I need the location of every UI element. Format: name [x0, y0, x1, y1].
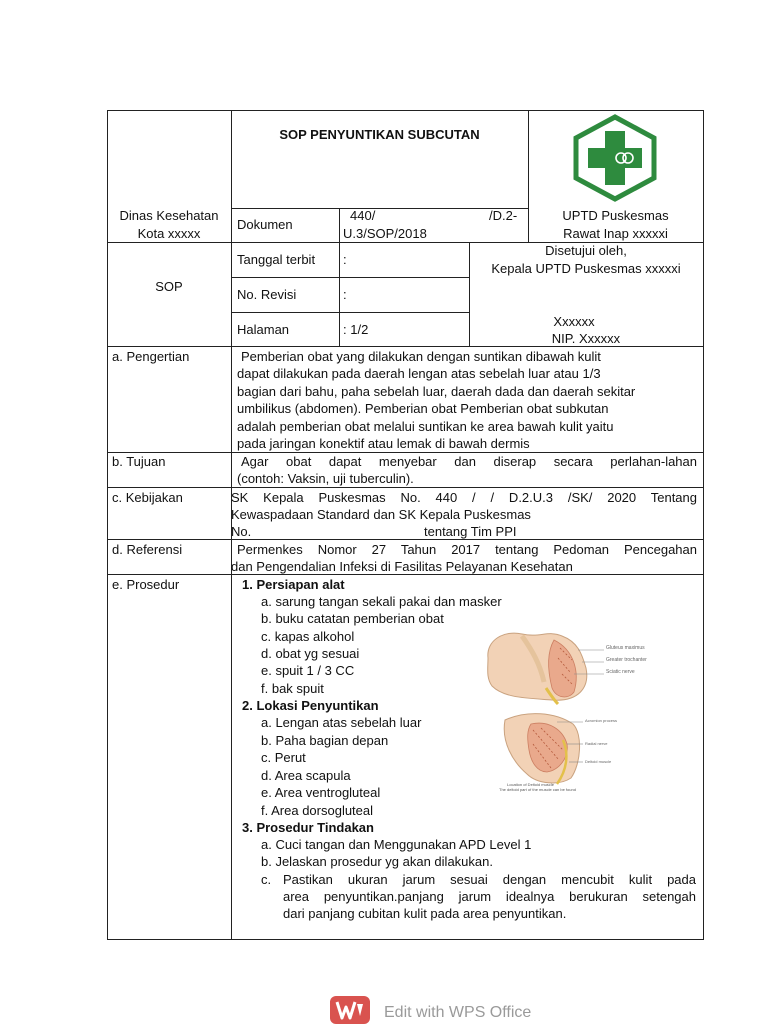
- list-item: a. sarung tangan sekali pakai dan masker: [261, 594, 502, 609]
- list-item: c. kapas alkohol: [261, 629, 355, 644]
- no-revisi-label: No. Revisi: [237, 287, 297, 302]
- approval-name: Xxxxxx: [553, 314, 595, 329]
- list-item: d. Area scapula: [261, 768, 351, 783]
- wps-watermark: [330, 996, 570, 1024]
- list-item: d. obat yg sesuai: [261, 646, 360, 661]
- prosedur-tindakan-heading: 3. Prosedur Tindakan: [242, 820, 374, 835]
- sop-label: SOP: [155, 279, 183, 294]
- pengertian-label: a. Pengertian: [112, 349, 190, 364]
- dokumen-number-b: /D.2-: [489, 208, 518, 223]
- list-item: a. Cuci tangan dan Menggunakan APD Level 1: [261, 837, 532, 852]
- org-name-line1: Dinas Kesehatan: [119, 208, 219, 223]
- halaman-value: : 1/2: [343, 322, 369, 337]
- list-item: a. Lengan atas sebelah luar: [261, 715, 422, 730]
- lokasi-penyuntikan-heading: 2. Lokasi Penyuntikan: [242, 698, 379, 713]
- wps-office-logo-icon: [330, 996, 370, 1024]
- list-item: dari panjang cubitan kulit pada area penyuntikan.: [283, 906, 567, 921]
- approval-title: Disetujui oleh,: [545, 243, 627, 258]
- uptd-name-line2: Rawat Inap xxxxxi: [563, 226, 668, 241]
- list-item: e. spuit 1 / 3 CC: [261, 663, 355, 678]
- prosedur-label: e. Prosedur: [112, 577, 180, 592]
- wps-watermark-text: Edit with WPS Office: [384, 1004, 532, 1021]
- list-item: b. Jelaskan prosedur yg akan dilakukan.: [261, 854, 493, 869]
- deltoid-anatomy-figure: Acromion process Radial nerve Deltoid muscle Location of Deltoid muscle The deltoid part of the muscle can be found: [497, 710, 637, 796]
- dokumen-number-a: 440/: [350, 208, 376, 223]
- list-item: area penyuntikan.panjang jarum idealnya berukuran setengah: [283, 889, 696, 904]
- kebijakan-label: c. Kebijakan: [112, 490, 183, 505]
- halaman-label: Halaman: [237, 322, 290, 337]
- list-item-prefix: c.: [261, 872, 272, 887]
- tujuan-label: b. Tujuan: [112, 454, 166, 469]
- document-title: SOP PENYUNTIKAN SUBCUTAN: [279, 127, 480, 142]
- tanggal-terbit-value: :: [343, 252, 347, 267]
- persiapan-alat-heading: 1. Persiapan alat: [242, 577, 345, 592]
- approval-position: Kepala UPTD Puskesmas xxxxxi: [491, 261, 681, 276]
- tanggal-terbit-label: Tanggal terbit: [237, 252, 316, 267]
- list-item: f. Area dorsogluteal: [261, 803, 374, 818]
- approval-nip: NIP. Xxxxxx: [551, 331, 621, 346]
- no-revisi-value: :: [343, 287, 347, 302]
- uptd-name-line1: UPTD Puskesmas: [562, 208, 669, 223]
- dokumen-label: Dokumen: [237, 217, 293, 232]
- list-item: b. buku catatan pemberian obat: [261, 611, 444, 626]
- gluteal-anatomy-figure: Gluteus maximus Greater trochanter Sciatic nerve: [482, 628, 687, 706]
- org-name-line2: Kota xxxxx: [137, 226, 201, 241]
- list-item: f. bak spuit: [261, 681, 324, 696]
- list-item: b. Paha bagian depan: [261, 733, 389, 748]
- list-item: c. Perut: [261, 750, 306, 765]
- puskesmas-logo-icon: [570, 114, 660, 202]
- list-item: Pastikan ukuran jarum sesuai dengan mencubit kulit pada: [283, 872, 696, 887]
- referensi-label: d. Referensi: [112, 542, 183, 557]
- list-item: e. Area ventrogluteal: [261, 785, 381, 800]
- dokumen-number-c: U.3/SOP/2018: [343, 226, 427, 241]
